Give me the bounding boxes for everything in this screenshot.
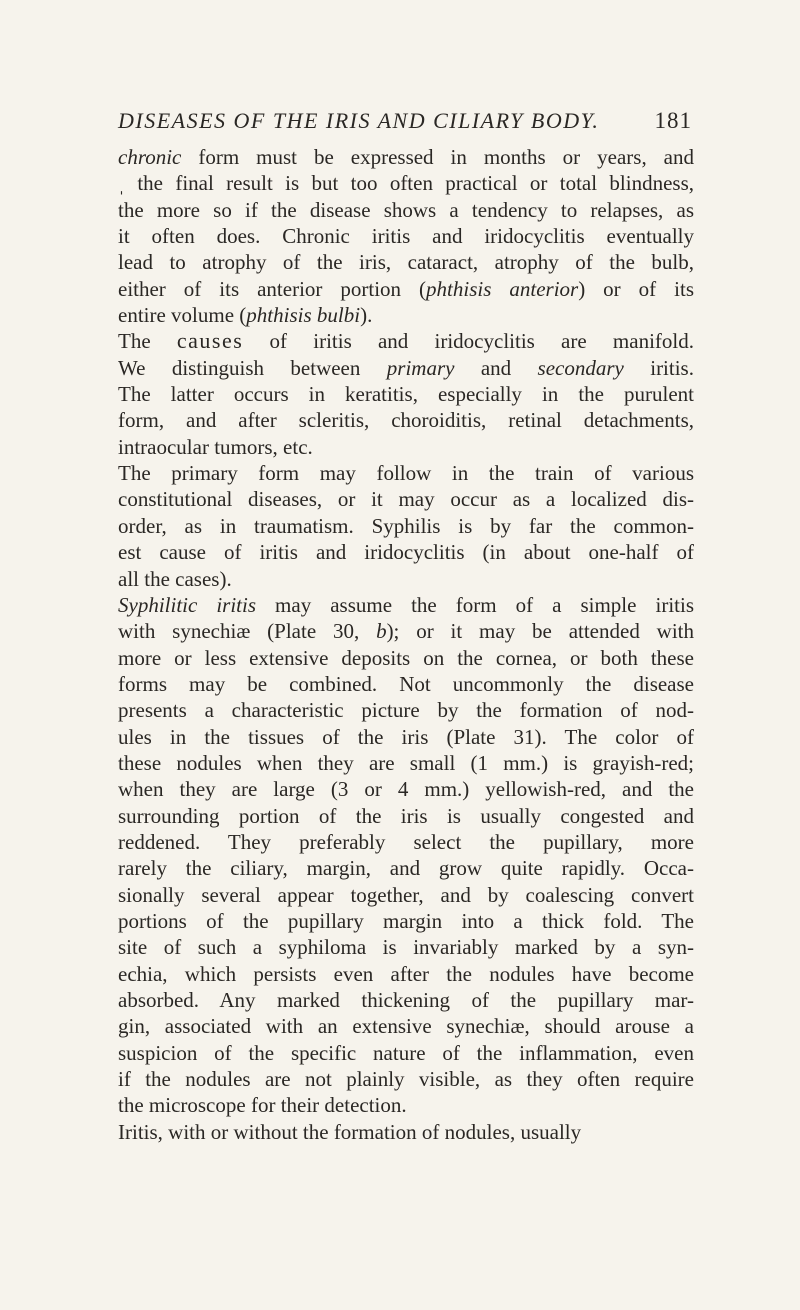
text-line [118,987,694,1013]
text-line [118,645,694,671]
text-run: sionally several appear together, and by coalescing convert [118,882,694,907]
text-line [118,934,694,960]
text-run: the more so if the disease shows a tendency to relapses, as [118,197,694,222]
text-run: if the nodules are not plainly visible, as they often require [118,1067,694,1092]
text-run: iritis. [623,355,694,380]
page-number: 181 [654,108,692,133]
text-line [118,724,694,750]
text-run: The [118,329,177,354]
text-run: entire volume ( [118,303,247,328]
text-run: est cause of iritis and iridocyclitis (in about one-half of [118,540,694,565]
text-line [118,539,694,565]
spaced-term: causes [176,328,244,354]
text-run: reddened. They preferably select the pupillary, more [118,829,694,854]
text-run: suspicion of the specific nature of the inflammation, even [118,1040,694,1065]
text-run: form, and after scleritis, choroiditis, retinal detachments, [118,408,694,433]
text-line [118,829,694,855]
text-run: site of such a syphiloma is invariably marked by a syn- [118,935,694,960]
text-run: ) or of its [578,276,694,301]
text-line [118,618,694,644]
text-run: ules in the tissues of the iris (Plate 31). The color of [118,724,694,749]
text-line [118,776,694,802]
text-line [118,434,694,460]
text-run: ); or it may be attended with [386,619,694,644]
text-line [118,249,694,275]
text-line [118,328,694,354]
text-run: lead to atrophy of the iris, cataract, atrophy of the bulb, [118,250,694,275]
text-run: absorbed. Any marked thickening of the pupillary mar- [118,988,694,1012]
text-run: with synechiæ (Plate 30, [118,619,377,644]
text-run: The latter occurs in keratitis, especially in the purulent [118,382,694,407]
italic-term: primary [386,355,455,380]
italic-term: phthisis anterior [426,276,579,301]
text-line [118,223,694,249]
text-line [118,460,694,486]
text-run: The primary form may follow in the train of various [118,461,694,486]
text-run: may assume the form of a simple iritis [256,592,694,617]
text-run: of iritis and iridocyclitis are manifold. [243,329,694,354]
text-run: surrounding portion of the iris is usually congested and [118,803,694,828]
running-head [118,108,692,142]
text-run: when they are large (3 or 4 mm.) yellowish-red, and the [118,777,694,802]
italic-term: phthisis bulbi [246,303,361,328]
text-run: Iritis, with or without the formation of nodules, usually [118,1119,582,1144]
text-run: the microscope for their detection. [118,1093,407,1118]
text-line [118,671,694,697]
text-line [118,302,694,328]
text-line [118,1066,694,1092]
text-line [118,908,694,934]
text-line [118,855,694,881]
text-run: either of its anterior portion ( [118,276,427,301]
text-line [118,803,694,829]
text-run: form must be expressed in months or years, and [181,145,694,169]
body-text [118,144,694,1145]
text-run: these nodules when they are small (1 mm.) is grayish-red; [118,750,694,775]
italic-term: b [376,619,387,644]
text-line [118,697,694,723]
text-line [118,882,694,908]
italic-term: chronic [118,145,182,169]
text-run: constitutional diseases, or it may occur as a localized dis- [118,487,694,512]
text-run: echia, which persists even after the nodules have become [118,961,694,986]
text-line [118,197,694,223]
text-line [118,592,694,618]
text-run: intraocular tumors, etc. [118,434,313,459]
text-run: portions of the pupillary margin into a thick fold. The [118,908,694,933]
text-run: rarely the ciliary, margin, and grow quite rapidly. Occa- [118,856,694,881]
text-line [118,513,694,539]
text-run: more or less extensive deposits on the cornea, or both these [118,645,694,670]
text-line [118,1092,694,1118]
text-run: and [454,355,538,380]
text-line [118,381,694,407]
text-run: We distinguish between [118,355,387,380]
text-line [118,1040,694,1066]
text-run: it often does. Chronic iritis and iridocyclitis eventually [118,224,694,249]
text-line [118,961,694,987]
text-line [118,407,694,433]
text-line [118,276,694,302]
text-line [118,355,694,381]
italic-term: Syphilitic iritis [118,592,257,617]
italic-term: secondary [537,355,624,380]
text-run: gin, associated with an extensive synechiæ, should arouse a [118,1014,694,1039]
text-line [118,750,694,776]
text-line [118,170,694,196]
text-line [118,486,694,512]
text-run: order, as in traumatism. Syphilis is by far the common- [118,513,694,538]
text-run: all the cases). [118,566,232,591]
text-line [118,144,694,170]
text-run: presents a characteristic picture by the formation of nod- [118,698,694,723]
text-line [118,566,694,592]
text-run: forms may be combined. Not uncommonly the disease [118,671,694,696]
running-title: DISEASES OF THE IRIS AND CILIARY BODY. [118,108,600,133]
text-line [118,1119,694,1145]
text-run: ). [360,303,373,328]
text-run: ˌ the final result is but too often practical or total blindness, [118,171,694,196]
text-line [118,1013,694,1039]
